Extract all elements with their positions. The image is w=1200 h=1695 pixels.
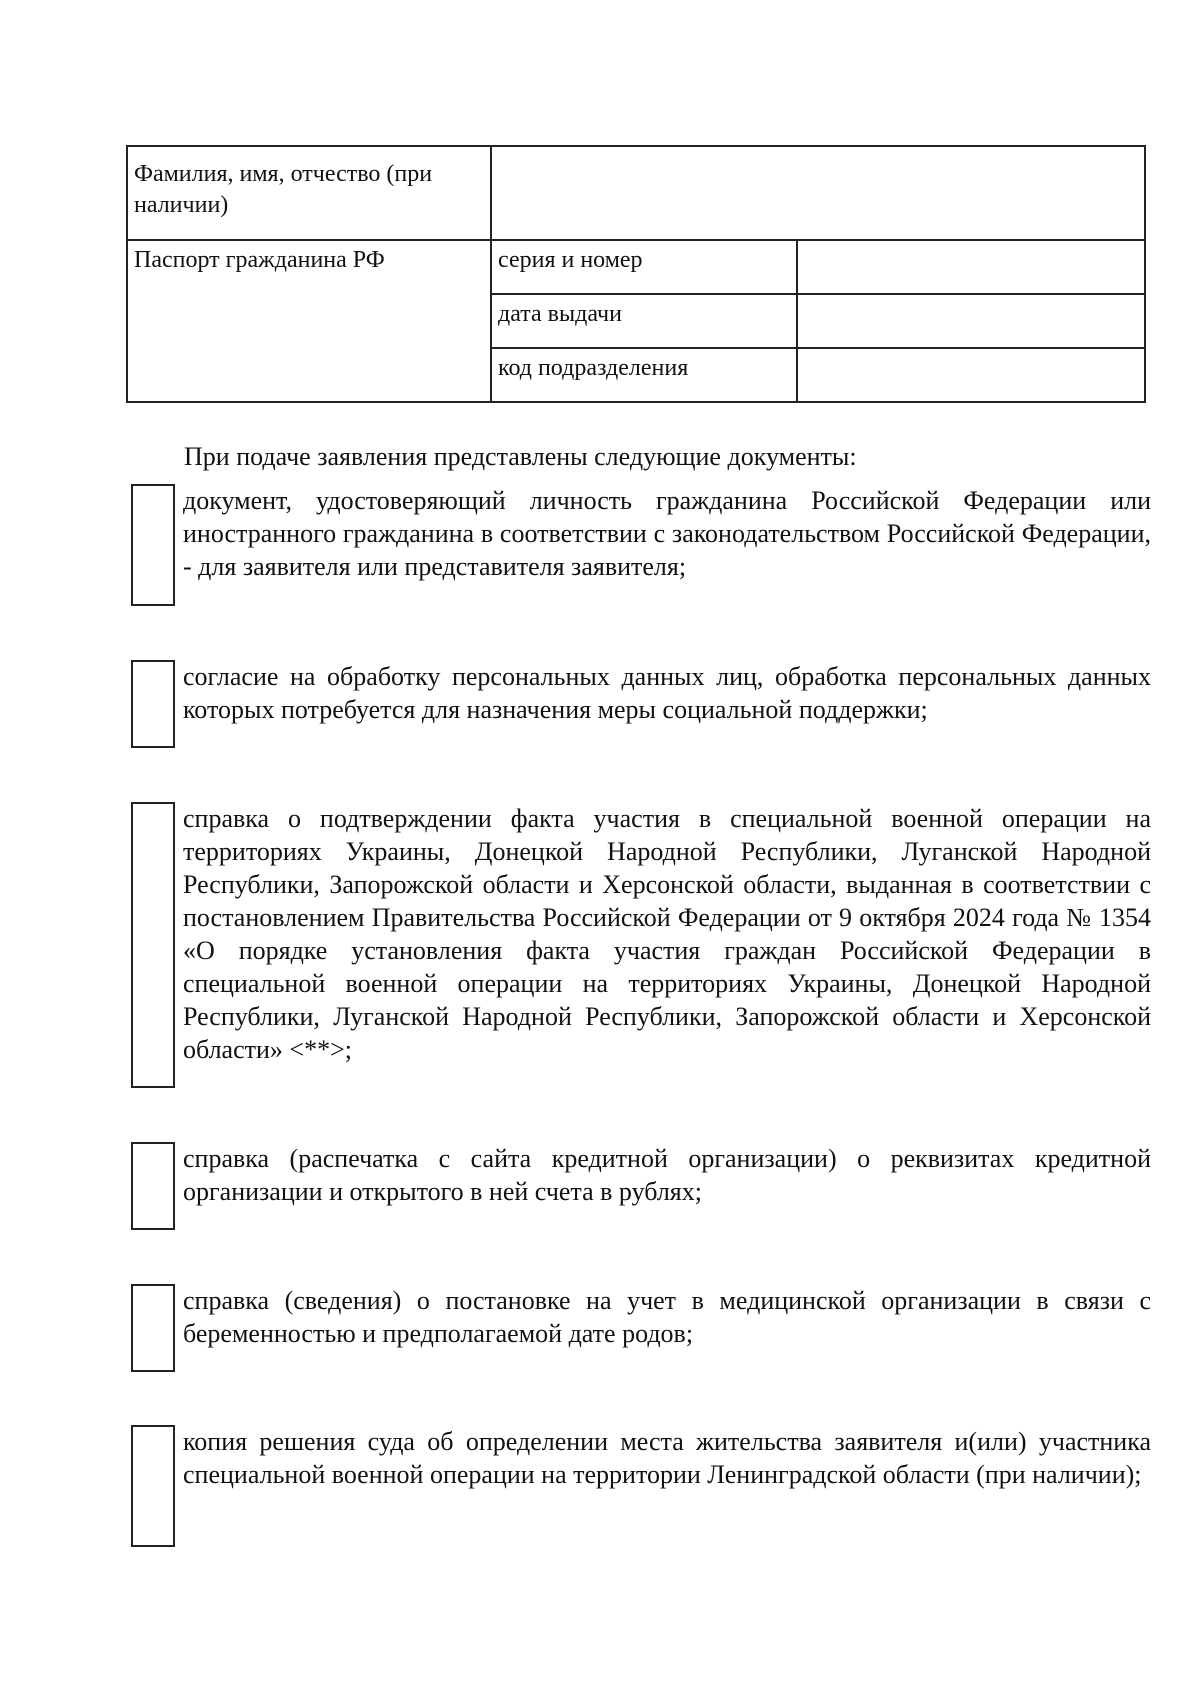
document-item-bank-details xyxy=(131,1142,1151,1208)
series-field[interactable] xyxy=(797,240,1145,294)
document-text: справка (сведения) о постановке на учет в медицинской организации в связи с беременностью и предполагаемой дате родов; xyxy=(183,1286,1151,1348)
applicant-info-table xyxy=(126,145,1146,403)
document-text: справка (распечатка с сайта кредитной организации) о реквизитах кредитной организации и открытого в ней счета в рублях; xyxy=(183,1144,1151,1206)
document-item-medical xyxy=(131,1284,1151,1350)
series-label: серия и номер xyxy=(491,240,797,294)
division-code-label: код подразделения xyxy=(491,348,797,402)
fio-field[interactable] xyxy=(491,146,1145,240)
document-text: копия решения суда об определении места жительства заявителя и(или) участника специальной военной операции на территории Ленинградской области (при наличии); xyxy=(183,1427,1151,1489)
checkbox-svo-certificate[interactable] xyxy=(131,802,175,1088)
division-code-field[interactable] xyxy=(797,348,1145,402)
document-item-svo-certificate xyxy=(131,802,1151,1066)
issue-date-field[interactable] xyxy=(797,294,1145,348)
document-text: согласие на обработку персональных данных лиц, обработка персональных данных которых потребуется для назначения меры социальной поддержки; xyxy=(183,662,1151,724)
checkbox-medical[interactable] xyxy=(131,1284,175,1372)
fio-label: Фамилия, имя, отчество (при наличии) xyxy=(127,146,491,240)
checkbox-court-decision[interactable] xyxy=(131,1425,175,1547)
issue-date-label: дата выдачи xyxy=(491,294,797,348)
checkbox-consent[interactable] xyxy=(131,660,175,748)
checkbox-bank-details[interactable] xyxy=(131,1142,175,1230)
passport-label: Паспорт гражданина РФ xyxy=(127,240,491,402)
checkbox-identity[interactable] xyxy=(131,484,175,606)
document-text: справка о подтверждении факта участия в специальной военной операции на территориях Украины, Донецкой Народной Республики, Луганской Народной Республики, Запорожской области и Херсонской области, выданная в соответствии с постановлением Правительства Российской Федерации от 9 октября 2024 года № 1354 «О порядке установления факта участия граждан Российской Федерации в специальной военной операции на территориях Украины, Донецкой Народной Республики, Луганской Народной Республики, Запорожской области и Херсонской области» <**>; xyxy=(183,804,1151,1064)
document-item-identity xyxy=(131,484,1151,583)
document-item-court-decision xyxy=(131,1425,1151,1491)
documents-intro: При подаче заявления представлены следующие документы: xyxy=(184,442,857,471)
document-item-consent xyxy=(131,660,1151,726)
document-text: документ, удостоверяющий личность гражданина Российской Федерации или иностранного гражданина в соответствии с законодательством Российской Федерации, - для заявителя или представителя заявителя; xyxy=(183,486,1151,581)
